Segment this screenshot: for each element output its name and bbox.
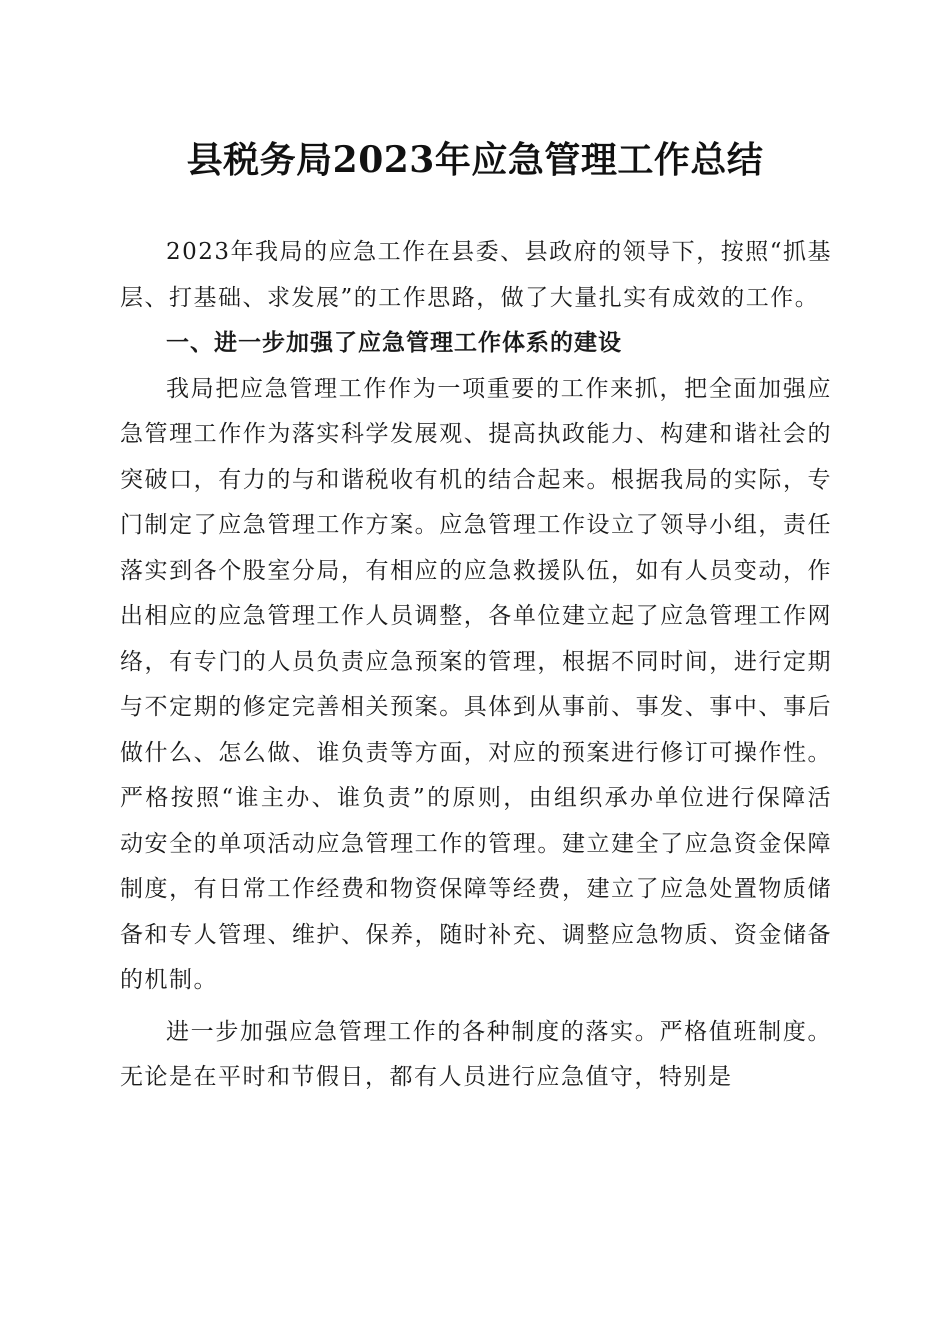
section-heading: 一、进一步加强了应急管理工作体系的建设 [166,330,622,356]
document-title: 县税务局2023年应急管理工作总结 [186,139,764,181]
intro-paragraph: 2023年我局的应急工作在县委、县政府的领导下，按照“抓基层、打基础、求发展”的工作思路，做了大量扎实有成效的工作。 [120,239,832,311]
body-paragraph: 我局把应急管理工作作为一项重要的工作来抓，把全面加强应急管理工作作为落实科学发展观、提高执政能力、构建和谐社会的突破口，有力的与和谐税收有机的结合起来。根据我局的实际，专门制定了应急管理工作方案。应急管理工作设立了领导小组，责任落实到各个股室分局，有相应的应急救援队伍，如有人员变动，作出相应的应急管理工作人员调整，各单位建立起了应急管理工作网络，有专门的人员负责应急预案的管理，根据不同时间，进行定期与不定期的修定完善相关预案。具体到从事前、事发、事中、事后做什么、怎么做、谁负责等方面，对应的预案进行修订可操作性。严格按照“谁主办、谁负责”的原则，由组织承办单位进行保障活动安全的单项活动应急管理工作的管理。建立建全了应急资金保障制度，有日常工作经费和物资保障等经费，建立了应急处置物质储备和专人管理、维护、保养，随时补充、调整应急物质、资金储备的机制。 [120,375,832,993]
body-paragraph: 进一步加强应急管理工作的各种制度的落实。严格值班制度。无论是在平时和节假日，都有人员进行应急值守，特别是 [120,1018,832,1090]
document-body [120,230,832,1101]
